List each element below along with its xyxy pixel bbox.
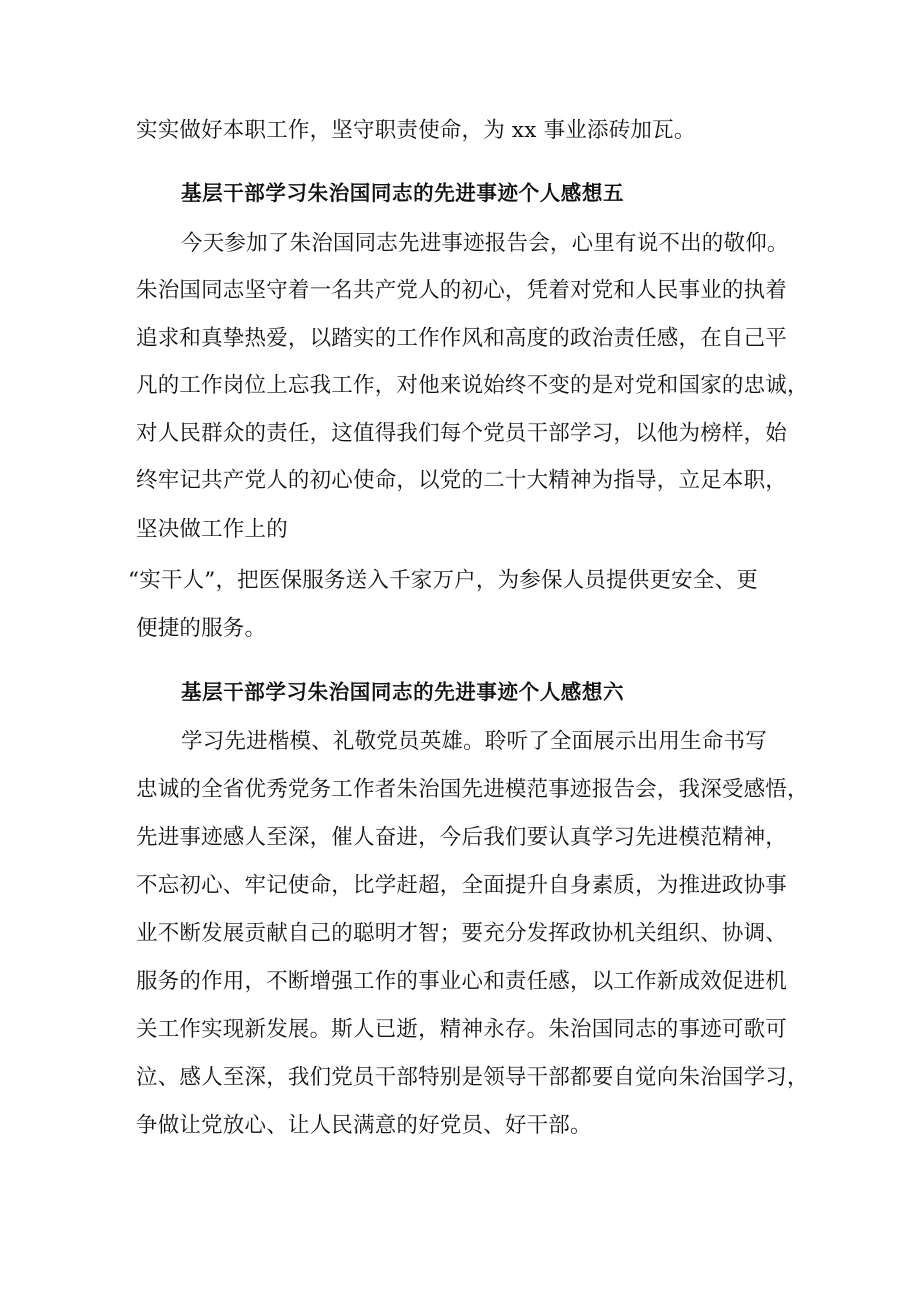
paragraph-line: 不忘初心、牢记使命，比学赶超，全面提升自身素质，为推进政协事 [136, 873, 788, 898]
paragraph-line: 凡的工作岗位上忘我工作，对他来说始终不变的是对党和国家的忠诚， [136, 373, 809, 398]
paragraph-line: 追求和真挚热爱，以踏实的工作作风和高度的政治责任感，在自己平 [136, 326, 788, 351]
paragraph-line: 先进事迹感人至深，催人奋进，今后我们要认真学习先进模范精神， [136, 825, 788, 850]
paragraph-line: 坚决做工作上的 [136, 517, 288, 542]
section-six-heading: 基层干部学习朱治国同志的先进事迹个人感想六 [181, 680, 625, 704]
paragraph-line: 争做让党放心、让人民满意的好党员、好干部。 [136, 1113, 592, 1138]
continuation-paragraph: 实实做好本职工作，坚守职责使命，为 xx 事业添砖加瓦。 [136, 118, 696, 143]
paragraph-line: 终牢记共产党人的初心使命，以党的二十大精神为指导，立足本职， [136, 468, 788, 493]
paragraph-line: “实干人”，把医保服务送入千家万户，为参保人员提供更安全、更 [128, 568, 758, 593]
paragraph-line: 朱治国同志坚守着一名共产党人的初心，凭着对党和人民事业的执着 [136, 278, 788, 303]
paragraph-line: 关工作实现新发展。斯人已逝，精神永存。朱治国同志的事迹可歌可 [136, 1017, 788, 1042]
paragraph-line: 对人民群众的责任，这值得我们每个党员干部学习，以他为榜样，始 [136, 421, 788, 446]
paragraph-line: 服务的作用，不断增强工作的事业心和责任感，以工作新成效促进机 [136, 969, 788, 994]
paragraph-line: 学习先进楷模、礼敬党员英雄。聆听了全面展示出用生命书写 [181, 729, 767, 754]
paragraph-line: 泣、感人至深，我们党员干部特别是领导干部都要自觉向朱治国学习， [136, 1065, 809, 1090]
paragraph-line: 忠诚的全省优秀党务工作者朱治国先进模范事迹报告会，我深受感悟， [136, 777, 809, 802]
section-five-heading: 基层干部学习朱治国同志的先进事迹个人感想五 [181, 181, 625, 205]
paragraph-line: 今天参加了朱治国同志先进事迹报告会，心里有说不出的敬仰。 [181, 231, 789, 256]
paragraph-line: 便捷的服务。 [136, 616, 267, 641]
paragraph-line: 业不断发展贡献自己的聪明才智；要充分发挥政协机关组织、协调、 [136, 921, 788, 946]
